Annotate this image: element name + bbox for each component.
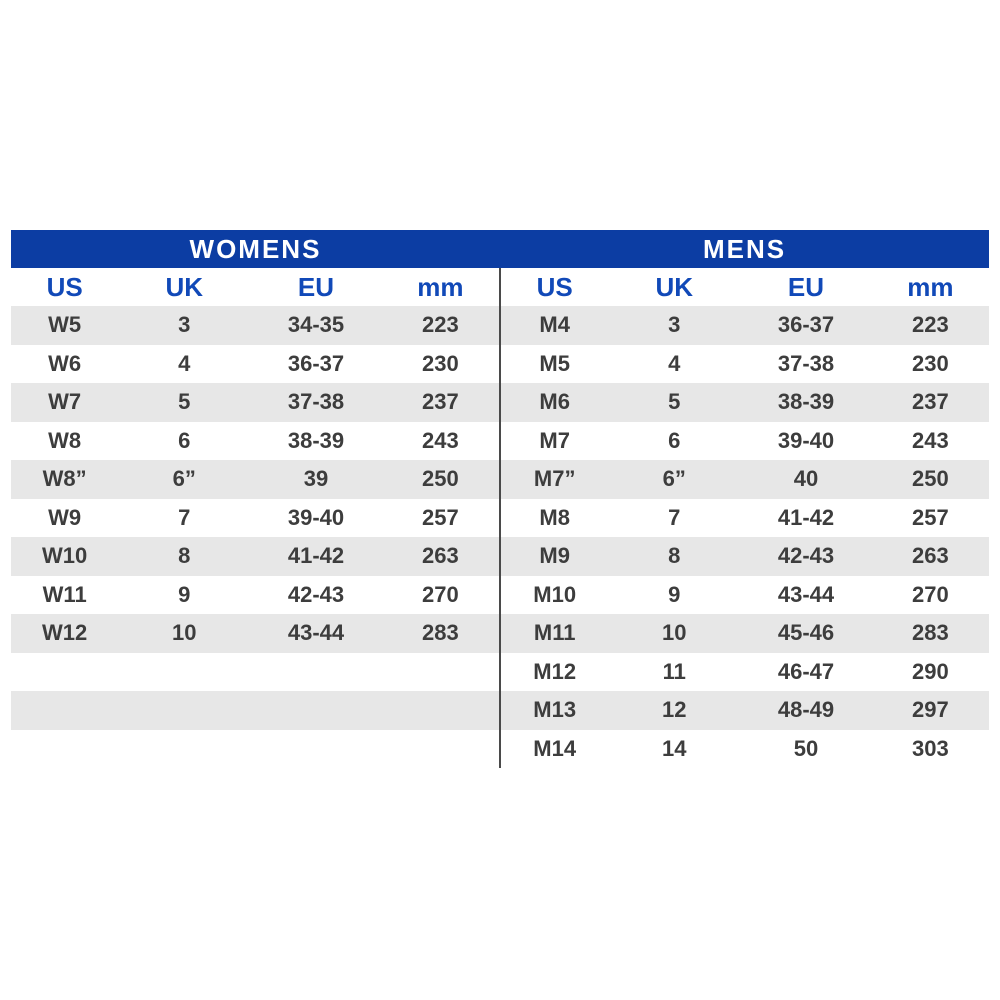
table-cell: 243 [422,427,459,453]
womens-size-table [11,268,499,768]
table-cell: 10 [171,620,197,646]
table-cell: 237 [912,389,949,415]
table-cell: 7 [668,504,681,530]
table-cell: 41-42 [287,543,345,569]
table-cell: M8 [539,504,570,530]
table-cell: 4 [178,350,191,376]
table-cell: 230 [422,350,459,376]
table-cell: 223 [912,312,949,338]
table-row [501,576,989,615]
table-row [11,691,499,730]
table-cell: 39-40 [287,504,345,530]
table-row [11,383,499,422]
table-cell: 290 [912,658,949,684]
table-cell: W7 [48,389,82,415]
table-cell: 8 [178,543,191,569]
table-row [11,499,499,538]
chart-title-bar [11,230,989,268]
column-header: mm [417,271,464,302]
table-row [501,537,989,576]
table-cell: 3 [668,312,681,338]
table-row [501,691,989,730]
table-cell: M10 [533,581,577,607]
table-row [501,345,989,384]
table-cell: 45-46 [777,620,835,646]
table-cell: 230 [912,350,949,376]
table-cell: 263 [912,543,949,569]
column-header: UK [165,271,204,302]
table-cell: 14 [661,735,687,761]
table-row [501,653,989,692]
table-cell: 283 [912,620,949,646]
table-cell: 243 [912,427,949,453]
table-cell: M9 [539,543,570,569]
table-cell: 38-39 [777,389,835,415]
table-cell: 11 [662,658,686,684]
table-row [501,460,989,499]
column-header-row [501,268,989,306]
table-cell: M7” [533,466,576,492]
table-cell: M11 [533,620,576,646]
column-header: mm [907,271,954,302]
table-cell: M5 [539,350,570,376]
mens-section-title: MENS [702,233,787,264]
table-cell: 8 [668,543,681,569]
table-cell: 41-42 [777,504,835,530]
table-cell: W10 [42,543,88,569]
table-cell: 12 [661,697,687,723]
table-cell: 5 [178,389,191,415]
table-cell: 6 [178,427,191,453]
table-row [11,614,499,653]
table-cell: 297 [912,697,949,723]
table-cell: 270 [422,581,459,607]
table-cell: W8” [42,466,87,492]
table-cell: M13 [533,697,577,723]
table-cell: 34-35 [287,312,345,338]
table-cell: M4 [539,312,570,338]
column-header: US [46,271,83,302]
table-cell: 9 [178,581,191,607]
mens-size-table [501,268,989,768]
table-cell: 42-43 [777,543,835,569]
table-row [501,730,989,769]
table-cell: 250 [912,466,949,492]
table-cell: 257 [422,504,459,530]
table-cell: 40 [793,466,819,492]
shoe-size-chart [11,230,989,768]
column-header: US [536,271,573,302]
table-cell: 5 [668,389,681,415]
table-row [11,345,499,384]
table-row [501,614,989,653]
table-cell: 263 [422,543,459,569]
table-cell: 46-47 [777,658,835,684]
table-cell: 43-44 [777,581,835,607]
table-cell: 48-49 [777,697,835,723]
table-cell: 250 [422,466,459,492]
table-cell: 4 [668,350,681,376]
table-cell: 39 [303,466,329,492]
table-cell: W5 [48,312,82,338]
table-row [501,383,989,422]
table-cell: W6 [48,350,82,376]
table-cell: M14 [533,735,577,761]
table-row [501,306,989,345]
table-cell: 43-44 [287,620,345,646]
womens-section-title: WOMENS [189,233,322,264]
table-cell: 9 [668,581,681,607]
table-row [11,576,499,615]
column-header-row [11,268,499,306]
table-row [11,537,499,576]
column-header: EU [297,271,335,302]
table-cell: 37-38 [777,350,835,376]
table-cell: 38-39 [287,427,345,453]
table-cell: 10 [661,620,687,646]
tables-container [11,268,989,768]
table-cell: M7 [539,427,570,453]
table-cell: W9 [48,504,82,530]
table-cell: 36-37 [777,312,835,338]
column-header: UK [655,271,694,302]
table-cell: 39-40 [777,427,835,453]
table-cell: M6 [539,389,570,415]
table-cell: 42-43 [287,581,345,607]
table-row [501,422,989,461]
table-cell: 6 [668,427,681,453]
table-cell: 37-38 [287,389,345,415]
table-cell: 6” [662,466,686,492]
table-cell: W12 [42,620,88,646]
table-cell: 50 [793,735,819,761]
table-cell: W11 [42,581,87,607]
table-cell: 6” [172,466,196,492]
table-row [11,306,499,345]
table-cell: 237 [422,389,459,415]
table-row [11,460,499,499]
table-cell: 36-37 [287,350,345,376]
table-cell: 257 [912,504,949,530]
table-cell: 3 [178,312,191,338]
column-header: EU [787,271,825,302]
table-cell: 270 [912,581,949,607]
table-cell: 223 [422,312,459,338]
table-cell: W8 [48,427,82,453]
table-row [501,499,989,538]
table-cell: 283 [422,620,459,646]
table-cell: 303 [912,735,949,761]
table-row [11,653,499,692]
table-cell: M12 [533,658,577,684]
table-cell: 7 [178,504,191,530]
table-row [11,422,499,461]
